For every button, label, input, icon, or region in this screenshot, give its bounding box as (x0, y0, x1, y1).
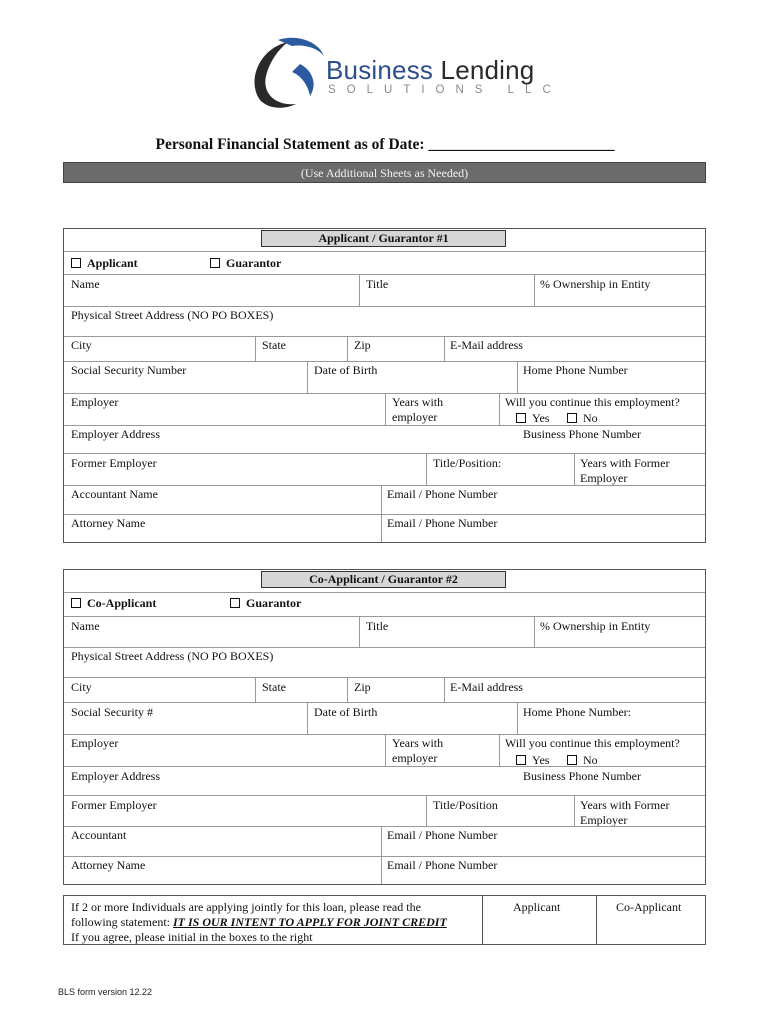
home-phone-field[interactable]: Home Phone Number (523, 363, 628, 377)
employer-address-field[interactable]: Employer Address (71, 769, 160, 783)
yes-checkbox[interactable] (516, 755, 526, 765)
ssn-field[interactable]: Social Security # (71, 705, 153, 719)
title-field[interactable]: Title (366, 277, 389, 291)
attorney-contact-field[interactable]: Email / Phone Number (387, 858, 498, 872)
guarantor-checkbox-group[interactable] (230, 596, 301, 611)
joint-credit-emphasis: IT IS OUR INTENT TO APPLY FOR JOINT CREDIT (172, 915, 447, 929)
accountant-field[interactable]: Accountant (71, 828, 127, 842)
co-applicant-checkbox[interactable] (71, 598, 81, 608)
continue-employment-question: Will you continue this employment? (505, 395, 680, 409)
guarantor-checkbox-group[interactable] (210, 256, 281, 271)
guarantor-checkbox[interactable] (230, 598, 240, 608)
no-checkbox[interactable] (567, 755, 577, 765)
business-phone-field[interactable]: Business Phone Number (523, 769, 641, 783)
section-heading: Co-Applicant / Guarantor #2 (261, 571, 506, 588)
accountant-field[interactable]: Accountant Name (71, 487, 158, 501)
form-version: BLS form version 12.22 (58, 987, 153, 997)
name-field[interactable]: Name (71, 277, 100, 291)
logo-wordmark: Business Lending (326, 55, 535, 85)
zip-field[interactable]: Zip (354, 680, 371, 694)
instruction-banner: (Use Additional Sheets as Needed) (63, 162, 706, 183)
years-former-employer-field[interactable]: Years with Former Employer (580, 798, 670, 827)
co-applicant-label: Co-Applicant (87, 596, 157, 610)
title-position-field[interactable]: Title/Position: (433, 456, 502, 470)
home-phone-field[interactable]: Home Phone Number: (523, 705, 631, 719)
joint-credit-text: If 2 or more Individuals are applying jointly for this loan, please read the following statement: IT IS OUR INTENT TO APPLY FOR JOINT CREDIT If you agree, please initial in the boxes to the right (71, 900, 447, 944)
email-field[interactable]: E-Mail address (450, 680, 523, 694)
former-employer-field[interactable]: Former Employer (71, 798, 157, 812)
no-checkbox[interactable] (567, 413, 577, 423)
logo-subtitle: SOLUTIONS LLC (328, 84, 562, 96)
years-former-employer-field[interactable]: Years with Former Employer (580, 456, 670, 485)
guarantor-checkbox[interactable] (210, 258, 220, 268)
name-field[interactable]: Name (71, 619, 100, 633)
applicant-section-2 (63, 569, 706, 885)
continue-no-option[interactable]: No (567, 411, 598, 426)
guarantor-label: Guarantor (246, 596, 302, 610)
applicant-checkbox[interactable] (71, 258, 81, 268)
employer-field[interactable]: Employer (71, 736, 119, 750)
applicant-initial-box[interactable]: Applicant (513, 900, 561, 914)
title-position-field[interactable]: Title/Position (433, 798, 498, 812)
ssn-field[interactable]: Social Security Number (71, 363, 187, 377)
continue-employment-question: Will you continue this employment? (505, 736, 680, 750)
employer-field[interactable]: Employer (71, 395, 119, 409)
zip-field[interactable]: Zip (354, 338, 371, 352)
employer-address-field[interactable]: Employer Address (71, 427, 160, 441)
years-with-employer-field[interactable]: Years with employer (392, 736, 444, 765)
state-field[interactable]: State (262, 338, 286, 352)
applicant-label: Applicant (87, 256, 138, 270)
dob-field[interactable]: Date of Birth (314, 363, 378, 377)
continue-yes-option[interactable]: Yes (516, 753, 549, 768)
attorney-field[interactable]: Attorney Name (71, 516, 146, 530)
years-with-employer-field[interactable]: Years with employer (392, 395, 444, 424)
state-field[interactable]: State (262, 680, 286, 694)
ownership-field[interactable]: % Ownership in Entity (540, 619, 651, 633)
page-title: Personal Financial Statement as of Date: ________________________ (155, 136, 615, 153)
address-field[interactable]: Physical Street Address (NO PO BOXES) (71, 308, 274, 322)
applicant-checkbox-group[interactable] (71, 256, 138, 271)
attorney-contact-field[interactable]: Email / Phone Number (387, 516, 498, 530)
co-applicant-initial-box[interactable]: Co-Applicant (616, 900, 682, 914)
continue-no-option[interactable]: No (567, 753, 598, 768)
business-phone-field[interactable]: Business Phone Number (523, 427, 641, 441)
title-field[interactable]: Title (366, 619, 389, 633)
applicant-section-1 (63, 228, 706, 543)
attorney-field[interactable]: Attorney Name (71, 858, 146, 872)
former-employer-field[interactable]: Former Employer (71, 456, 157, 470)
accountant-contact-field[interactable]: Email / Phone Number (387, 487, 498, 501)
accountant-contact-field[interactable]: Email / Phone Number (387, 828, 498, 842)
address-field[interactable]: Physical Street Address (NO PO BOXES) (71, 649, 274, 663)
ownership-field[interactable]: % Ownership in Entity (540, 277, 651, 291)
section-heading: Applicant / Guarantor #1 (261, 230, 506, 247)
yes-checkbox[interactable] (516, 413, 526, 423)
co-applicant-checkbox-group[interactable] (71, 596, 156, 611)
email-field[interactable]: E-Mail address (450, 338, 523, 352)
city-field[interactable]: City (71, 338, 92, 352)
guarantor-label: Guarantor (226, 256, 282, 270)
city-field[interactable]: City (71, 680, 92, 694)
continue-yes-option[interactable]: Yes (516, 411, 549, 426)
joint-credit-statement (63, 895, 706, 945)
dob-field[interactable]: Date of Birth (314, 705, 378, 719)
